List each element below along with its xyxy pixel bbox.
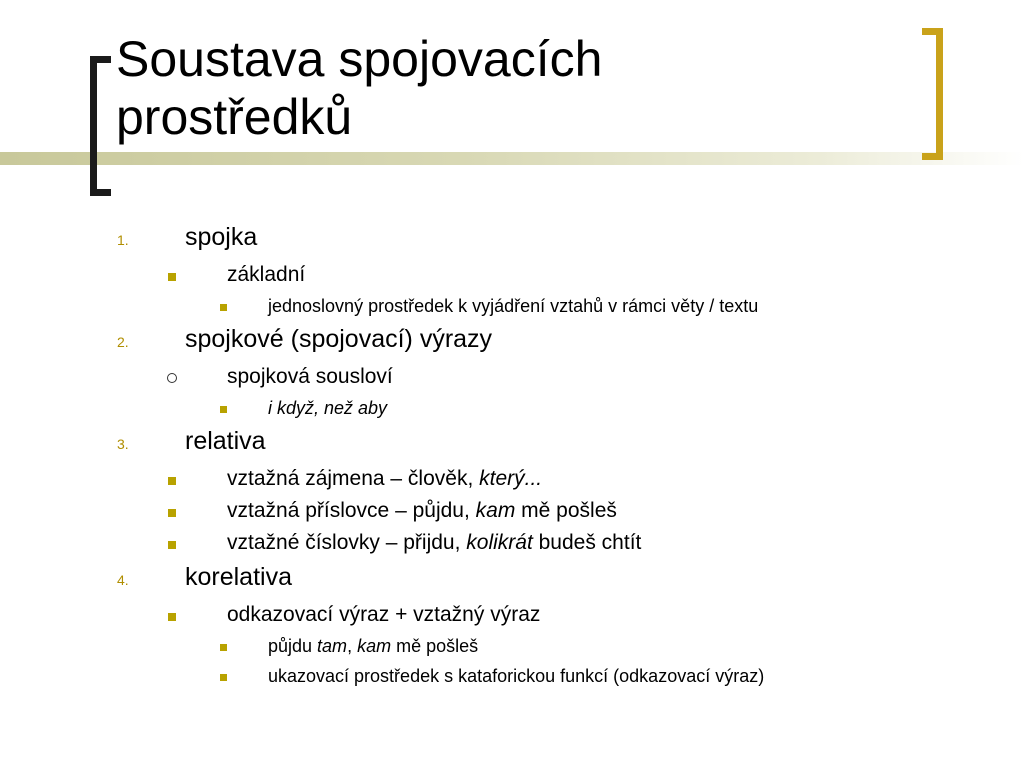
sub-item-text: vztažná zájmena – člověk, bbox=[227, 467, 480, 490]
sub-item-vztazna-zajmena bbox=[0, 466, 1024, 498]
sub-sub-item-text-end: mě pošleš bbox=[391, 636, 479, 656]
square-bullet-icon bbox=[168, 541, 176, 549]
list-item-relativa bbox=[0, 426, 1024, 466]
sub-sub-item-text: ukazovací prostředek s kataforickou funkcí (odkazovací výraz) bbox=[268, 666, 765, 686]
square-bullet-icon bbox=[220, 644, 227, 651]
title-underline-band bbox=[0, 152, 1024, 165]
sub-item-text: odkazovací výraz + vztažný výraz bbox=[227, 603, 541, 626]
square-bullet-icon bbox=[168, 509, 176, 517]
slide-content bbox=[0, 222, 1024, 694]
sub-sub-item-text: jednoslovný prostředek k vyjádření vztahů v rámci věty / textu bbox=[268, 296, 759, 316]
sub-sub-item-i-kdyz bbox=[0, 396, 1024, 426]
list-item-text: spojkové (spojovací) výrazy bbox=[185, 325, 493, 353]
sub-item-text-end: mě pošleš bbox=[515, 499, 617, 522]
square-bullet-icon bbox=[220, 304, 227, 311]
sub-sub-item-pujdu-tam bbox=[0, 634, 1024, 664]
sub-sub-item-text: půjdu bbox=[268, 636, 318, 656]
list-item-text: korelativa bbox=[185, 563, 292, 591]
sub-item-zakladni bbox=[0, 262, 1024, 294]
list-number: 3. bbox=[117, 436, 129, 452]
sub-sub-item-ukazovaci bbox=[0, 664, 1024, 694]
list-number: 1. bbox=[117, 232, 129, 248]
sub-item-text: vztažné číslovky – přijdu, bbox=[227, 531, 467, 554]
sub-item-text: vztažná příslovce – půjdu, bbox=[227, 499, 476, 522]
sub-item-odkazovaci-vyraz bbox=[0, 602, 1024, 634]
square-bullet-icon bbox=[168, 613, 176, 621]
sub-item-spojkova-souslovi bbox=[0, 364, 1024, 396]
sub-item-example: kolikrát bbox=[466, 531, 533, 554]
sub-item-example: kam bbox=[475, 499, 516, 522]
sub-item-text: základní bbox=[227, 263, 306, 286]
list-number: 4. bbox=[117, 572, 129, 588]
slide-title-line-2: prostředků bbox=[116, 89, 353, 145]
circle-bullet-icon bbox=[167, 373, 177, 383]
list-item-spojkove-vyrazy bbox=[0, 324, 1024, 364]
sub-sub-item-text: i když, než aby bbox=[268, 398, 388, 418]
list-item-spojka bbox=[0, 222, 1024, 262]
sub-sub-item-jednoslovny bbox=[0, 294, 1024, 324]
list-item-text: relativa bbox=[185, 427, 266, 455]
slide-title-line-1: Soustava spojovacích bbox=[116, 31, 603, 87]
slide-title bbox=[116, 30, 896, 146]
left-bracket-decoration bbox=[90, 56, 111, 196]
sub-sub-item-example-2: kam bbox=[357, 636, 392, 656]
square-bullet-icon bbox=[168, 477, 176, 485]
list-number: 2. bbox=[117, 334, 129, 350]
square-bullet-icon bbox=[168, 273, 176, 281]
list-item-korelativa bbox=[0, 562, 1024, 602]
square-bullet-icon bbox=[220, 406, 227, 413]
sub-item-text-end: budeš chtít bbox=[532, 531, 642, 554]
sub-item-text: spojková sousloví bbox=[227, 365, 393, 388]
sub-item-vztazne-cislovky bbox=[0, 530, 1024, 562]
square-bullet-icon bbox=[220, 674, 227, 681]
list-item-text: spojka bbox=[185, 223, 258, 251]
sub-sub-item-example-1: tam bbox=[317, 636, 348, 656]
right-bracket-decoration bbox=[922, 28, 943, 160]
sub-item-example: který... bbox=[479, 467, 543, 490]
sub-item-vztazna-prislovce bbox=[0, 498, 1024, 530]
sub-sub-item-separator: , bbox=[347, 636, 358, 656]
